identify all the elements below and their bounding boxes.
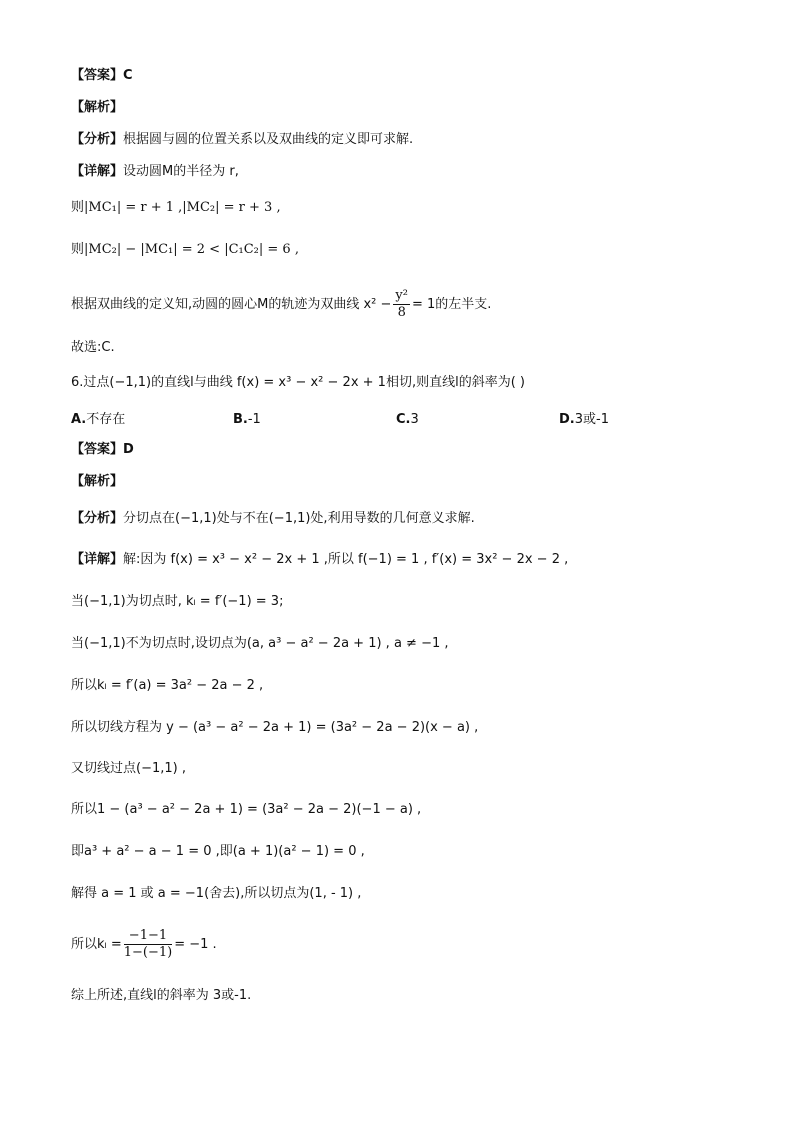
option-d bbox=[559, 410, 609, 430]
option-d-label: D. bbox=[559, 412, 575, 427]
slope-post: = −1 . bbox=[174, 937, 217, 952]
q6-step-line: 所以切线方程为 y − (a³ − a² − 2a + 1) = (3a² − 2a − 2)(x − a) , bbox=[71, 720, 479, 735]
fraction-denominator: 8 bbox=[397, 305, 406, 320]
definition-pre: 根据双曲线的定义知,动圆的圆心M的轨迹为双曲线 x² − bbox=[71, 297, 392, 312]
q6-step-line: 解得 a = 1 或 a = −1(舍去),所以切点为(1, - 1) , bbox=[71, 886, 362, 901]
q6-conclusion: 综上所述,直线l的斜率为 3或-1. bbox=[71, 988, 252, 1003]
fraction-denominator: 1−(−1) bbox=[123, 945, 173, 960]
option-c-label: C. bbox=[396, 412, 411, 427]
q6-step-line: 又切线过点(−1,1) , bbox=[71, 761, 186, 776]
option-d-text: 3或-1 bbox=[574, 412, 609, 427]
q5-radii-line: 则|MC₁| = r + 1 ,|MC₂| = r + 3 , bbox=[71, 200, 281, 215]
q5-definition-line bbox=[71, 288, 491, 321]
fenxi-tag: 【分析】 bbox=[71, 511, 124, 526]
fenxi-tag: 【分析】 bbox=[71, 132, 124, 147]
q5-fenxi-line bbox=[71, 130, 413, 150]
option-a-text: 不存在 bbox=[86, 412, 126, 427]
hyperbola-fraction bbox=[393, 288, 410, 321]
q6-detail-line bbox=[71, 550, 568, 570]
slope-fraction bbox=[124, 928, 172, 961]
option-c-text: 3 bbox=[410, 412, 419, 427]
q5-detail-line bbox=[71, 162, 239, 182]
q6-analysis-tag: 【解析】 bbox=[71, 474, 124, 489]
definition-post: = 1的左半支. bbox=[411, 297, 492, 312]
q6-stem: 6.过点(−1,1)的直线l与曲线 f(x) = x³ − x² − 2x + 1相切,则直线l的斜率为( ) bbox=[71, 375, 525, 390]
q5-analysis-tag: 【解析】 bbox=[71, 100, 124, 115]
detail-tag: 【详解】 bbox=[71, 164, 124, 179]
option-a-label: A. bbox=[71, 412, 87, 427]
answer-value: C bbox=[123, 68, 133, 83]
option-b bbox=[233, 410, 261, 430]
detail-text: 设动圆M的半径为 r, bbox=[123, 164, 239, 179]
q5-answer-line bbox=[71, 66, 133, 86]
detail-tag: 【详解】 bbox=[71, 552, 124, 567]
fenxi-text: 分切点在(−1,1)处与不在(−1,1)处,利用导数的几何意义求解. bbox=[123, 511, 475, 526]
option-c bbox=[396, 410, 419, 430]
q5-diff-line: 则|MC₂| − |MC₁| = 2 < |C₁C₂| = 6 , bbox=[71, 242, 299, 257]
answer-tag: 【答案】 bbox=[71, 442, 124, 457]
option-b-label: B. bbox=[233, 412, 248, 427]
q6-step-line: 所以1 − (a³ − a² − 2a + 1) = (3a² − 2a − 2)(−1 − a) , bbox=[71, 802, 422, 817]
fraction-numerator: y² bbox=[395, 288, 408, 303]
q5-choose-line: 故选:C. bbox=[71, 340, 115, 355]
fraction-numerator: −1−1 bbox=[124, 928, 172, 945]
q6-step-line: 即a³ + a² − a − 1 = 0 ,即(a + 1)(a² − 1) = 0 , bbox=[71, 844, 365, 859]
q6-step-line: 当(−1,1)为切点时, kₗ = f′(−1) = 3; bbox=[71, 594, 284, 609]
option-b-text: -1 bbox=[247, 412, 261, 427]
fenxi-text: 根据圆与圆的位置关系以及双曲线的定义即可求解. bbox=[123, 132, 414, 147]
option-a bbox=[71, 410, 125, 430]
slope-pre: 所以kₗ = bbox=[71, 937, 122, 952]
q6-fenxi-line bbox=[71, 509, 475, 529]
q6-slope-line bbox=[71, 928, 217, 961]
detail-text: 解:因为 f(x) = x³ − x² − 2x + 1 ,所以 f(−1) = 1 , f′(x) = 3x² − 2x − 2 , bbox=[123, 552, 569, 567]
answer-tag: 【答案】 bbox=[71, 68, 124, 83]
q6-step-line: 当(−1,1)不为切点时,设切点为(a, a³ − a² − 2a + 1) , a ≠ −1 , bbox=[71, 636, 449, 651]
q6-step-line: 所以kₗ = f′(a) = 3a² − 2a − 2 , bbox=[71, 678, 264, 693]
answer-value: D bbox=[123, 442, 134, 457]
q6-answer-line bbox=[71, 440, 134, 460]
